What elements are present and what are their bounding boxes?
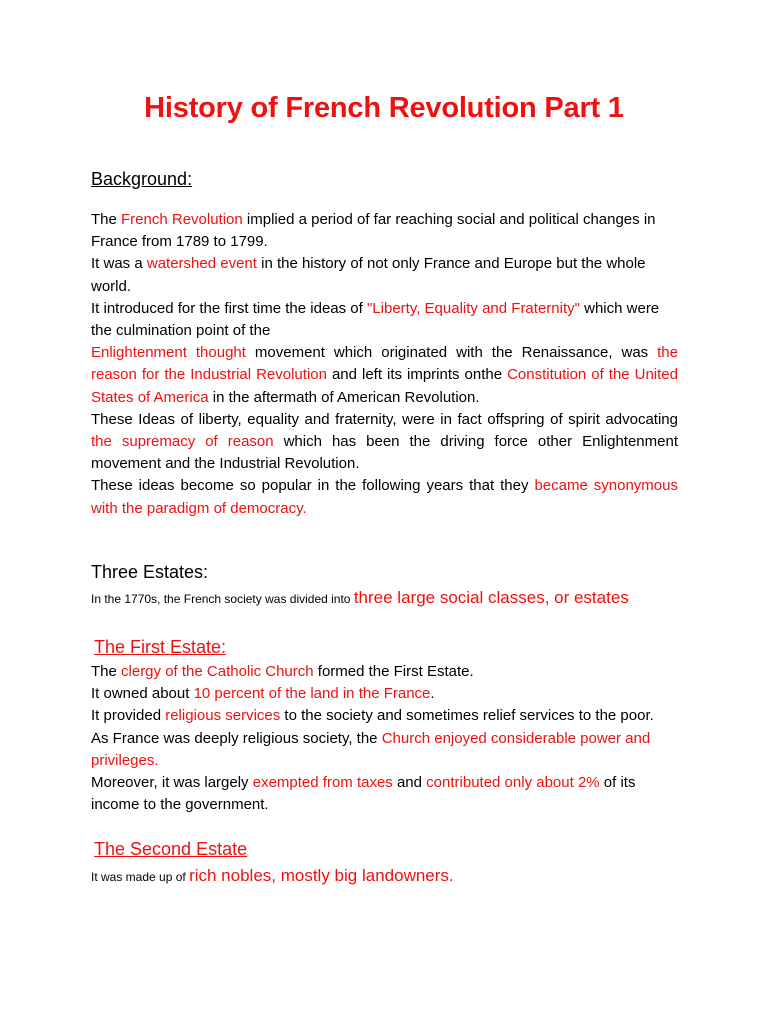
highlight-clergy: clergy of the Catholic Church [121,663,314,680]
background-heading: Background: [91,169,193,189]
highlight-industrial-revolution: the reason for the Industrial Revolution [91,344,678,384]
background-paragraph-3: It introduced for the first time the ideas of "Liberty, Equality and Fraternity" which were the culmination point of the [91,299,660,340]
highlight-us-constitution: Constitution of the United States of America [91,366,678,406]
highlight-supremacy-of-reason: the supremacy of reason [91,433,274,451]
page-title: History of French Revolution Part 1 [144,92,624,124]
first-estate-paragraph-5: Moreover, it was largely exempted from taxes and contributed only about 2% of its income to the government. [91,774,636,814]
highlight-contributed-2-percent: contributed only about 2% [426,774,600,792]
background-body [91,209,678,520]
highlight-french-revolution: French Revolution [121,211,243,228]
first-estate-paragraph-3: It provided religious services to the society and sometimes relief services to the poor. [91,707,654,725]
background-paragraph-6: These ideas become so popular in the following years that they became synonymous with the paradigm of democracy. [91,477,678,517]
background-paragraph-2: It was a watershed event in the history of not only France and Europe but the whole world. [91,255,646,295]
background-paragraph-4: Enlightenment thought movement which originated with the Renaissance, was the reason for the Industrial Revolution and left its imprints onthe Constitution of the United States of America in the aftermath of American Revolution. [91,344,678,406]
first-estate-paragraph-4: As France was deeply religious society, the Church enjoyed considerable power and privileges. [91,729,651,769]
highlight-watershed-event: watershed event [146,255,257,273]
second-estate-heading: The Second Estate [94,839,248,859]
highlight-liberty-equality-fraternity: "Liberty, Equality and Fraternity" [366,299,580,317]
highlight-rich-nobles: rich nobles, mostly big landowners. [189,866,454,885]
highlight-democracy: became synonymous with the paradigm of democracy. [91,477,678,517]
first-estate-heading: The First Estate: [94,637,227,657]
highlight-three-classes: three large social classes, or estates [353,588,629,607]
three-estates-intro: In the 1770s, the French society was divided into three large social classes, or estates [91,588,629,607]
background-paragraph-5: These Ideas of liberty, equality and fraternity, were in fact offspring of spirit advocating the supremacy of reason which has been the driving force other Enlightenment movement and the Industrial Revolution. [91,410,678,473]
highlight-land-percent: 10 percent of the land in the France [193,685,431,703]
highlight-church-power: Church enjoyed considerable power and privileges. [91,729,651,769]
first-estate-paragraph-1: The clergy of the Catholic Church formed the First Estate. [91,663,474,680]
three-estates-heading: Three Estates: [91,562,209,582]
first-estate-body [91,661,678,816]
highlight-enlightenment-thought: Enlightenment thought [91,344,246,362]
background-paragraph-1: The French Revolution implied a period of far reaching social and political changes in France from 1789 to 1799. [91,211,656,251]
highlight-religious-services: religious services [165,707,281,725]
second-estate-intro: It was made up of rich nobles, mostly big landowners. [91,866,454,885]
first-estate-paragraph-2: It owned about 10 percent of the land in the France. [91,685,435,703]
highlight-exempted-taxes: exempted from taxes [252,774,393,792]
